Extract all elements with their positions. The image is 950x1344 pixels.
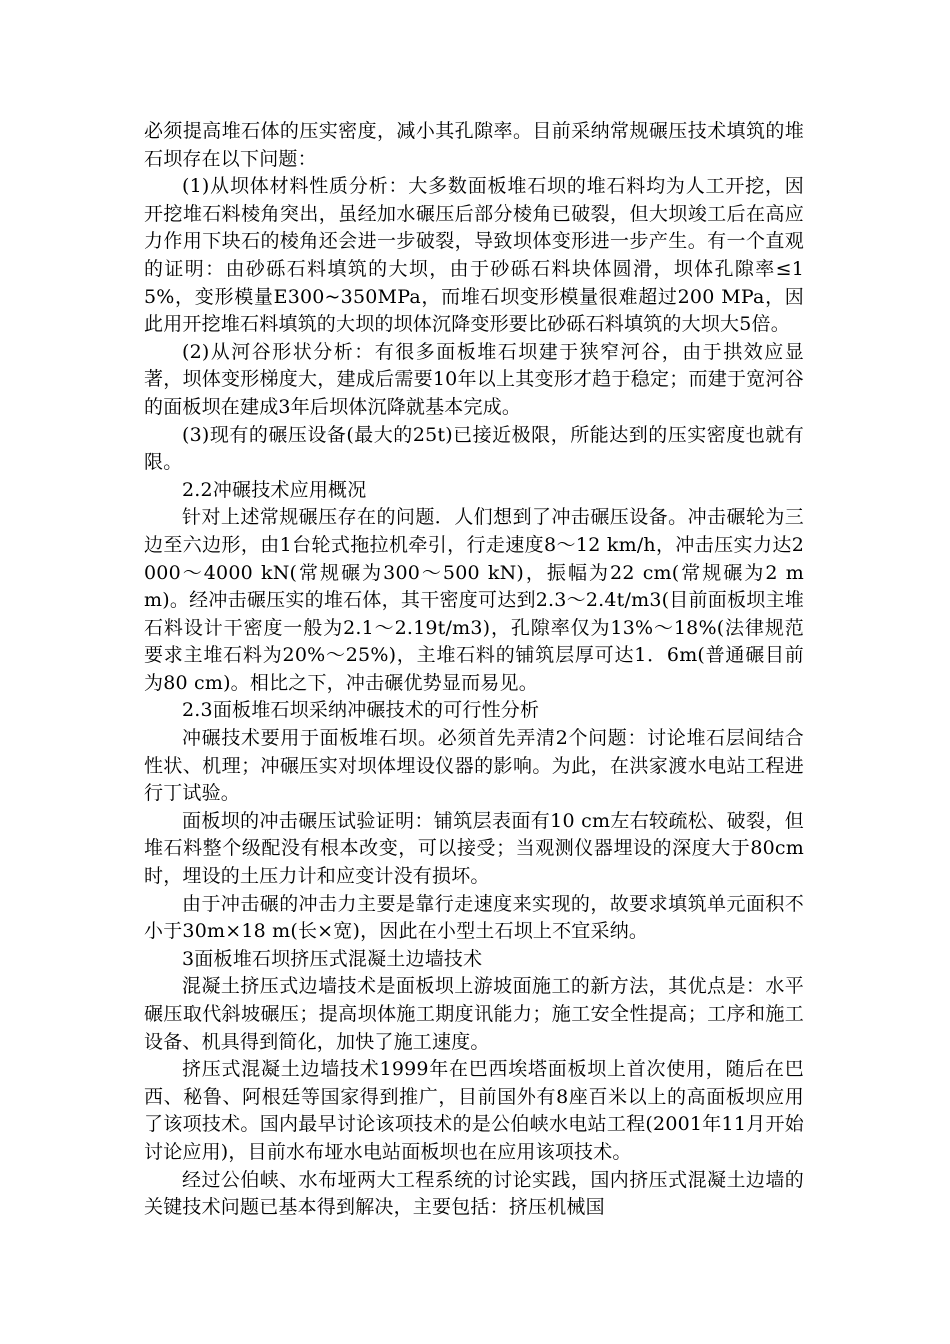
paragraph-1: 必须提高堆石体的压实密度，减小其孔隙率。目前采纳常规碾压技术填筑的堆石坝存在以下问题： (144, 120, 804, 170)
paragraph-10: 挤压式混凝土边墙技术1999年在巴西埃塔面板坝上首次使用，随后在巴西、秘鲁、阿根廷等国家得到推广，目前国外有8座百米以上的高面板坝应用了该项技术。国内最早讨论该项技术的是公伯峡水电站工程(2001年11月开始讨论应用)，目前水布垭水电站面板坝也在应用该项技术。 (144, 1058, 804, 1163)
paragraph-2: (1)从坝体材料性质分析：大多数面板堆石坝的堆石料均为人工开挖，因开挖堆石料棱角突出，虽经加水碾压后部分棱角已破裂，但大坝竣工后在高应力作用下块石的棱角还会进一步破裂，导致坝体变形进一步产生。有一个直观的证明：由砂砾石料填筑的大坝，由于砂砾石料块体圆滑，坝体孔隙率≤15%，变形模量E300~350MPa，而堆石坝变形模量很难超过200 MPa，因此用开挖堆石料填筑的大坝的坝体沉降变形要比砂砾石料填筑的大坝大5倍。 (144, 175, 804, 336)
paragraph-9: 混凝土挤压式边墙技术是面板坝上游坡面施工的新方法，其优点是：水平碾压取代斜坡碾压；提高坝体施工期度讯能力；施工安全性提高；工序和施工设备、机具得到简化，加快了施工速度。 (144, 975, 804, 1053)
document-page (144, 118, 804, 1222)
paragraph-8: 由于冲击碾的冲击力主要是靠行走速度来实现的，故要求填筑单元面积不小于30m×18 m(长×宽)，因此在小型土石坝上不宜采纳。 (144, 892, 804, 943)
section-heading-3: 3面板堆石坝挤压式混凝土边墙技术 (182, 947, 483, 970)
section-heading-2-2: 2.2冲碾技术应用概况 (182, 478, 367, 501)
paragraph-11: 经过公伯峡、水布垭两大工程系统的讨论实践，国内挤压式混凝土边墙的关键技术问题已基本得到解决，主要包括：挤压机械国 (144, 1168, 804, 1219)
paragraph-4: (3)现有的碾压设备(最大的25t)已接近极限，所能达到的压实密度也就有限。 (144, 423, 804, 474)
paragraph-3: (2)从河谷形状分析：有很多面板堆石坝建于狭窄河谷，由于拱效应显著，坝体变形梯度大，建成后需要10年以上其变形才趋于稳定；而建于宽河谷的面板坝在建成3年后坝体沉降就基本完成。 (144, 340, 804, 418)
section-heading-2-3: 2.3面板堆石坝采纳冲碾技术的可行性分析 (182, 699, 540, 722)
paragraph-7: 面板坝的冲击碾压试验证明：铺筑层表面有10 cm左右较疏松、破裂，但堆石料整个级配没有根本改变，可以接受；当观测仪器埋设的深度大于80cm时，埋设的土压力计和应变计没有损坏。 (144, 809, 804, 888)
paragraph-5: 针对上述常规碾压存在的问题．人们想到了冲击碾压设备。冲击碾轮为三边至六边形，由1台轮式拖拉机牵引，行走速度8～12 km/h，冲击压实力达2000～4000 kN(常规碾为300～500 kN)，振幅为22 cm(常规碾为2 mm)。经冲击碾压实的堆石体，其干密度可达到2.3～2.4t/m3(目前面板坝主堆石料设计干密度一般为2.1～2.19t/m3)，孔隙率仅为13%～18%(法律规范要求主堆石料为20%～25%)，主堆石料的铺筑层厚可达1．6m(普通碾目前为80 cm)。相比之下，冲击碾优势显而易见。 (144, 506, 804, 694)
paragraph-6: 冲碾技术要用于面板堆石坝。必须首先弄清2个问题：讨论堆石层间结合性状、机理；冲碾压实对坝体埋设仪器的影响。为此，在洪家渡水电站工程进行丁试验。 (144, 727, 804, 805)
